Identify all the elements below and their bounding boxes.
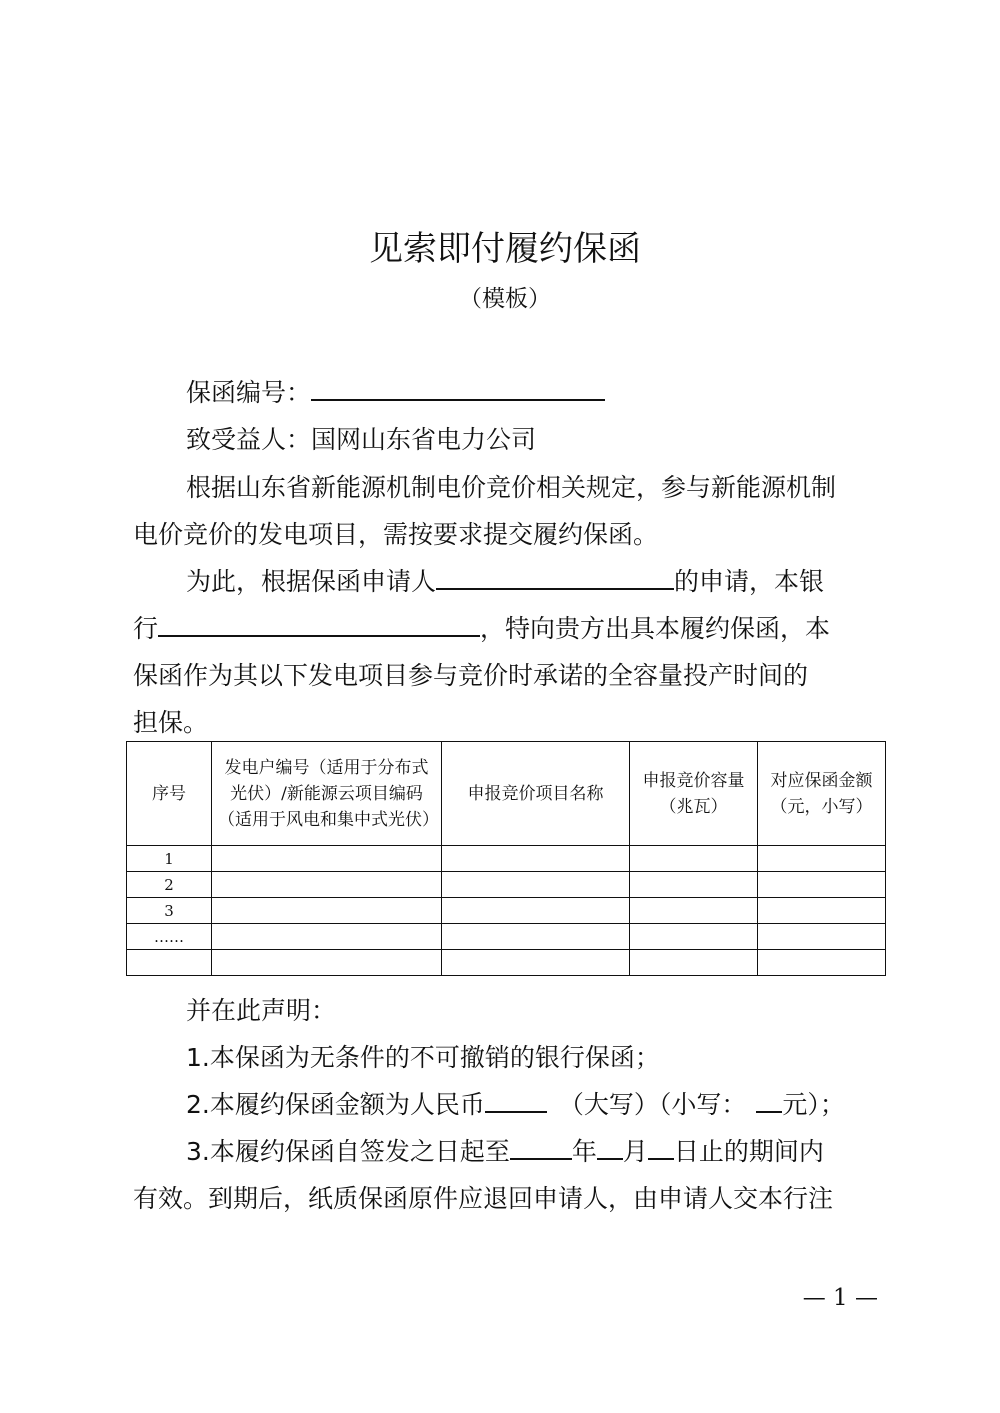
cell-project-name[interactable] [442,872,630,898]
beneficiary-line: 致受益人：国网山东省电力公司 [186,425,537,454]
day-blank[interactable] [648,1134,674,1160]
header-project-code: 发电户编号（适用于分布式光伏）/新能源云项目编码（适用于风电和集中式光伏） [212,742,442,846]
row-serial [127,950,212,976]
year-blank[interactable] [510,1134,572,1160]
table-row [127,950,886,976]
declaration-item-3 [186,1134,824,1170]
validity-text: 3.本履约保函自签发之日起至 [186,1137,510,1166]
bank-line [133,611,830,647]
declaration-heading: 并在此声明： [186,996,337,1025]
page-number: — 1 — [802,1285,878,1311]
applicant-text-after: 的申请，本银 [674,567,825,596]
document-title: 见索即付履约保函 [369,229,641,269]
cell-capacity[interactable] [630,898,758,924]
document-subtitle: （模板） [459,286,551,312]
cell-project-name[interactable] [442,924,630,950]
amount-figures-blank[interactable] [756,1087,782,1113]
row-serial: 1 [127,846,212,872]
cell-amount[interactable] [758,872,886,898]
header-capacity: 申报竞价容量（兆瓦） [630,742,758,846]
cell-capacity[interactable] [630,846,758,872]
bank-name-blank[interactable] [158,611,480,637]
row-serial: 2 [127,872,212,898]
intro-line-1: 根据山东省新能源机制电价竞价相关规定，参与新能源机制 [186,473,837,502]
cell-amount[interactable] [758,924,886,950]
applicant-text-before: 为此，根据保函申请人 [186,567,437,596]
amount-words-blank[interactable] [485,1087,547,1113]
applicant-line [186,564,824,600]
cell-project-name[interactable] [442,846,630,872]
table-row [127,898,886,924]
guarantee-number-row [186,375,605,411]
guarantee-scope-line-end: 担保。 [133,708,209,737]
cell-project-code[interactable] [212,872,442,898]
cell-project-code[interactable] [212,924,442,950]
declaration-item-3-continued: 有效。到期后，纸质保函原件应退回申请人，由申请人交本行注 [133,1184,834,1213]
cell-capacity[interactable] [630,950,758,976]
amount-unit: 元）； [782,1090,845,1119]
guarantee-scope-line: 保函作为其以下发电项目参与竞价时承诺的全容量投产时间的 [133,661,809,690]
cell-amount[interactable] [758,950,886,976]
cell-project-code[interactable] [212,950,442,976]
year-label: 年 [571,1137,597,1166]
validity-text-end: 日止的期间内 [673,1137,824,1166]
table-row [127,872,886,898]
row-serial: 3 [127,898,212,924]
row-serial: …… [127,924,212,950]
guarantee-number-blank[interactable] [311,375,605,401]
month-blank[interactable] [597,1134,623,1160]
cell-project-name[interactable] [442,950,630,976]
header-amount: 对应保函金额（元，小写） [758,742,886,846]
cell-amount[interactable] [758,898,886,924]
amount-caption: （大写）（小写： [558,1090,747,1119]
table-row [127,924,886,950]
bank-text-before: 行 [133,614,159,643]
cell-project-name[interactable] [442,898,630,924]
applicant-blank[interactable] [436,564,674,590]
cell-project-code[interactable] [212,898,442,924]
header-project-name: 申报竞价项目名称 [442,742,630,846]
header-serial-no: 序号 [127,742,212,846]
cell-amount[interactable] [758,846,886,872]
month-label: 月 [622,1137,648,1166]
cell-capacity[interactable] [630,924,758,950]
bank-text-after: ，特向贵方出具本履约保函，本 [480,614,831,643]
cell-capacity[interactable] [630,872,758,898]
amount-text: 2.本履约保函金额为人民币 [186,1090,485,1119]
guarantee-number-label: 保函编号： [186,378,312,407]
intro-line-2: 电价竞价的发电项目，需按要求提交履约保函。 [133,520,659,549]
table-row [127,846,886,872]
project-table [126,741,886,976]
cell-project-code[interactable] [212,846,442,872]
declaration-item-1: 1.本保函为无条件的不可撤销的银行保函； [186,1043,660,1072]
table-header-row [127,742,886,846]
declaration-item-2 [186,1087,845,1123]
